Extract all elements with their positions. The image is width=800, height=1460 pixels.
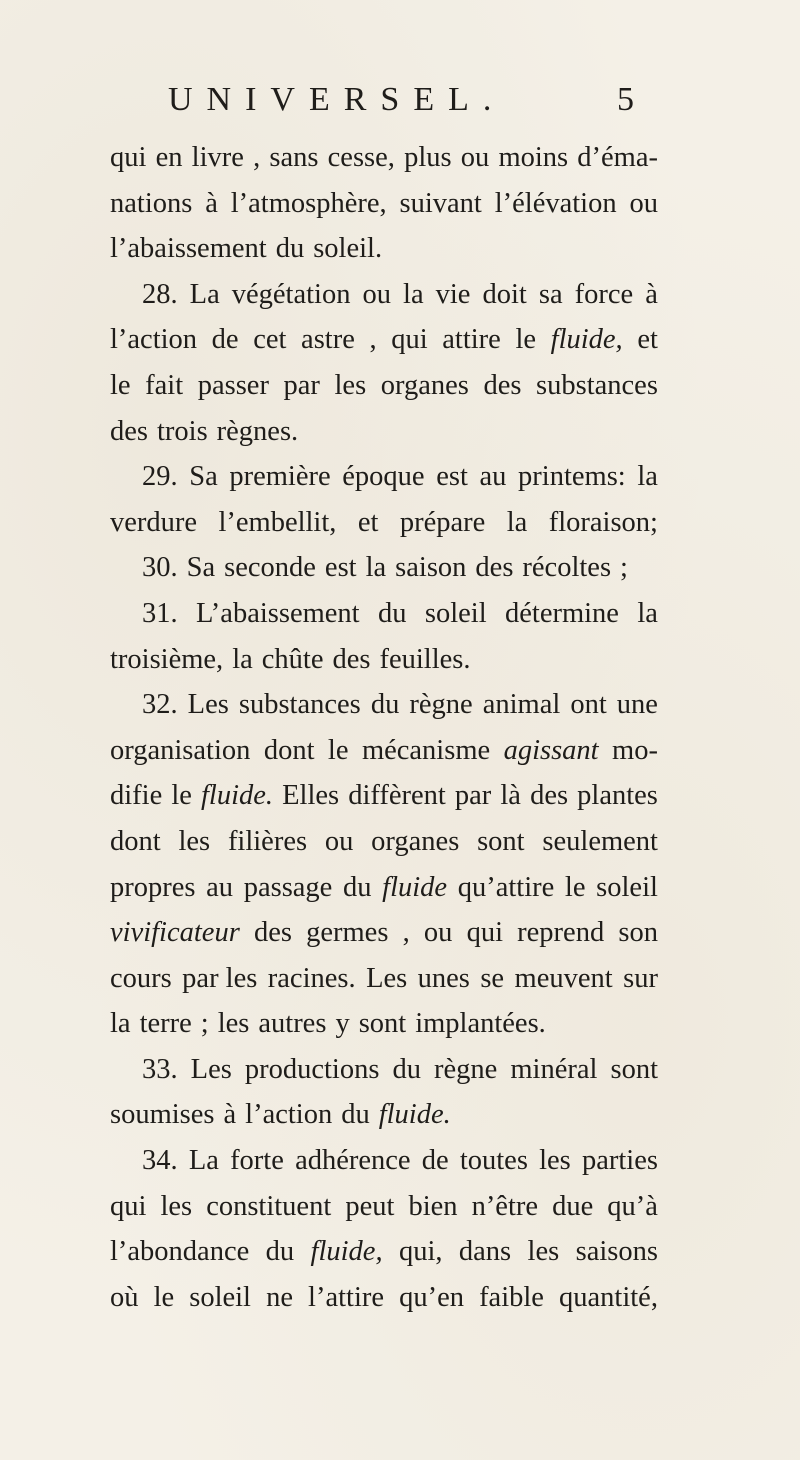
word: faible <box>479 1281 544 1313</box>
text-line <box>110 317 658 363</box>
word: substances <box>238 689 361 721</box>
word: organisation <box>110 734 251 766</box>
word: Les <box>187 689 229 721</box>
word: à <box>645 278 658 310</box>
body-text <box>110 135 658 1320</box>
word: la <box>637 461 658 493</box>
word: des <box>253 917 292 949</box>
text-line <box>110 773 658 819</box>
word: La <box>188 1145 219 1177</box>
word: attire <box>442 324 501 356</box>
word: difie <box>110 780 163 812</box>
word: quantité, <box>559 1281 658 1313</box>
word: organes <box>371 825 460 857</box>
word: trois <box>157 415 208 447</box>
text-line <box>110 637 658 683</box>
word: sur <box>623 962 658 994</box>
word: Les <box>190 1053 232 1085</box>
word: 34. <box>142 1145 178 1177</box>
emphasized-word: fluide, <box>310 1236 383 1268</box>
emphasized-word: agissant <box>503 734 599 766</box>
word: passer <box>197 369 269 401</box>
word: saisons <box>575 1236 658 1268</box>
word: seulement <box>542 825 658 857</box>
word: une <box>616 689 658 721</box>
word: soleil. <box>313 233 383 265</box>
word: l’attire <box>308 1281 385 1313</box>
word: L’abaissement <box>196 597 360 629</box>
word: racines. <box>267 962 356 994</box>
word: Sa <box>186 552 216 584</box>
word: n’être <box>471 1190 539 1222</box>
word: ; <box>200 1008 209 1040</box>
word: du <box>343 871 372 903</box>
word: autres <box>258 1008 327 1040</box>
word: où <box>110 1281 139 1313</box>
word: du <box>275 233 305 265</box>
word: la <box>506 506 528 538</box>
word: le <box>153 1281 175 1313</box>
word: d’éma- <box>577 142 658 173</box>
word: moins <box>498 142 569 173</box>
word: règnes. <box>216 415 299 447</box>
word: du <box>370 689 400 721</box>
text-line <box>110 956 658 1002</box>
text-line <box>110 728 658 774</box>
word: la <box>110 1008 131 1040</box>
word: les <box>160 1190 193 1222</box>
word: des <box>475 552 514 584</box>
word: en <box>155 142 183 173</box>
word: propres <box>110 871 196 903</box>
word: chûte <box>261 643 324 675</box>
word: l’abondance <box>110 1236 250 1268</box>
word: 33. <box>142 1053 178 1085</box>
word: feuilles. <box>379 643 471 675</box>
word: Elles <box>282 780 340 812</box>
word: l’embellit, <box>218 506 337 538</box>
word: le <box>327 734 349 766</box>
emphasized-word: fluide. <box>201 780 274 812</box>
word: cesse, <box>327 142 395 173</box>
word: est <box>324 552 357 584</box>
text-line <box>110 409 658 455</box>
word: constituent <box>206 1190 332 1222</box>
word: mo- <box>612 734 658 766</box>
word: l’abaissement <box>110 233 267 265</box>
word: ou <box>362 278 391 310</box>
word: , <box>369 324 377 356</box>
word: floraison; <box>548 506 658 538</box>
word: minéral <box>510 1053 598 1085</box>
word: fait <box>145 369 184 401</box>
text-line <box>110 910 658 956</box>
word: des <box>530 780 569 812</box>
word: saison <box>395 552 467 584</box>
word: détermine <box>505 597 619 629</box>
word: dont <box>263 734 315 766</box>
word: ne <box>266 1281 293 1313</box>
word: 30. <box>142 552 178 584</box>
word: la <box>403 278 424 310</box>
word: substances <box>536 369 658 401</box>
word: doit <box>482 278 527 310</box>
word: mécanisme <box>361 734 491 766</box>
word: ; <box>620 552 628 584</box>
word: là <box>500 780 521 812</box>
word: époque <box>342 461 425 493</box>
word: , <box>253 142 261 173</box>
text-line <box>110 500 658 546</box>
word: soumises <box>110 1099 215 1131</box>
word: 28. <box>142 278 178 310</box>
word: forte <box>230 1145 284 1177</box>
text-line <box>110 181 658 227</box>
word: livre <box>191 142 244 173</box>
word: soleil <box>424 597 487 629</box>
text-line <box>110 545 658 591</box>
word: qu’en <box>399 1281 464 1313</box>
word: Les <box>366 962 408 994</box>
word: animal <box>482 689 561 721</box>
text-line <box>110 454 658 500</box>
text-line <box>110 1001 658 1047</box>
word: productions <box>244 1053 380 1085</box>
word: l’action <box>245 1099 333 1131</box>
word: les <box>527 1236 560 1268</box>
word: seconde <box>224 552 316 584</box>
text-line <box>110 1229 658 1275</box>
word: première <box>229 461 331 493</box>
text-line <box>110 1138 658 1184</box>
word: de <box>211 324 239 356</box>
word: parties <box>581 1145 658 1177</box>
emphasized-word: fluide, <box>550 324 623 356</box>
word: le <box>515 324 537 356</box>
word: 29. <box>142 461 178 493</box>
word: , <box>402 917 410 949</box>
word: au <box>479 461 507 493</box>
word: adhérence <box>295 1145 411 1177</box>
word: se <box>480 962 505 994</box>
text-line <box>110 819 658 865</box>
word: la <box>232 643 253 675</box>
word: prépare <box>399 506 486 538</box>
text-line <box>110 1047 658 1093</box>
word: passage <box>243 871 333 903</box>
word: verdure <box>110 506 198 538</box>
word: végétation <box>231 278 351 310</box>
word: du <box>392 1053 421 1085</box>
word: unes <box>417 962 470 994</box>
word: dans <box>458 1236 512 1268</box>
word: qui <box>110 1190 147 1222</box>
word: qu’attire <box>457 871 555 903</box>
word: cet <box>253 324 287 356</box>
word: plantes <box>577 780 658 812</box>
word: l’atmosphère, <box>230 187 387 219</box>
word: sont <box>358 1008 407 1040</box>
word: la <box>365 552 387 584</box>
word: sans <box>269 142 319 173</box>
word: et <box>357 506 379 538</box>
word: du <box>341 1099 370 1131</box>
word: règne <box>434 1053 498 1085</box>
word: qui <box>391 324 428 356</box>
word: organes <box>380 369 469 401</box>
word: suivant <box>399 187 482 219</box>
word: ou <box>460 142 490 173</box>
word: récoltes <box>522 552 612 584</box>
word: les <box>539 1145 571 1177</box>
word: par les <box>182 962 258 994</box>
word: nations <box>110 187 193 219</box>
page-header <box>0 78 800 122</box>
word: les <box>217 1008 250 1040</box>
word: du <box>265 1236 295 1268</box>
word: à <box>205 187 218 219</box>
text-line <box>110 1092 658 1138</box>
word: soleil <box>596 871 658 903</box>
word: germes <box>306 917 389 949</box>
word: ont <box>570 689 607 721</box>
word: des <box>110 415 148 447</box>
word: filières <box>227 825 308 857</box>
emphasized-word: fluide. <box>378 1099 451 1131</box>
emphasized-word: vivificateur <box>110 917 240 949</box>
word: par <box>283 369 320 401</box>
running-title: UNIVERSEL. <box>168 81 506 118</box>
word: qu’à <box>607 1190 658 1222</box>
word: qui <box>466 917 503 949</box>
word: meuvent <box>514 962 613 994</box>
text-line <box>110 1275 658 1321</box>
word: au <box>206 871 234 903</box>
emphasized-word: fluide <box>382 871 448 903</box>
word: cours <box>110 962 172 994</box>
word: peut <box>345 1190 395 1222</box>
text-line <box>110 1184 658 1230</box>
text-line <box>110 226 658 272</box>
word: force <box>574 278 634 310</box>
text-line <box>110 363 658 409</box>
word: ou <box>629 187 658 219</box>
text-line <box>110 272 658 318</box>
word: du <box>377 597 407 629</box>
word: qui, <box>398 1236 443 1268</box>
word: l’élévation <box>494 187 617 219</box>
word: 32. <box>142 689 178 721</box>
word: par <box>454 780 492 812</box>
word: sont <box>477 825 525 857</box>
word: y <box>335 1008 350 1040</box>
word: astre <box>301 324 355 356</box>
text-line <box>110 135 658 181</box>
word: de <box>421 1145 449 1177</box>
word: implantées. <box>415 1008 546 1040</box>
word: son <box>618 917 658 949</box>
word: le <box>564 871 586 903</box>
word: et <box>637 324 658 356</box>
word: qui <box>110 142 147 173</box>
word: la <box>637 597 658 629</box>
text-line <box>110 591 658 637</box>
word: des <box>332 643 371 675</box>
word: ou <box>423 917 453 949</box>
word: toutes <box>459 1145 528 1177</box>
text-line <box>110 865 658 911</box>
word: les <box>178 825 211 857</box>
word: due <box>552 1190 594 1222</box>
word: plus <box>404 142 452 173</box>
word: des <box>483 369 522 401</box>
word: bien <box>408 1190 458 1222</box>
word: à <box>223 1099 237 1131</box>
word: le <box>110 369 131 401</box>
word: vie <box>435 278 471 310</box>
word: troisième, <box>110 643 224 675</box>
word: printems: <box>518 461 626 493</box>
text-line <box>110 682 658 728</box>
word: ou <box>324 825 354 857</box>
word: La <box>189 278 220 310</box>
word: 31. <box>142 597 178 629</box>
word: dont <box>110 825 161 857</box>
word: le <box>171 780 192 812</box>
word: diffèrent <box>348 780 446 812</box>
word: terre <box>139 1008 192 1040</box>
word: reprend <box>517 917 605 949</box>
word: règne <box>409 689 473 721</box>
word: sont <box>610 1053 658 1085</box>
word: sa <box>538 278 563 310</box>
word: les <box>334 369 367 401</box>
page-number: 5 <box>617 81 634 118</box>
word: Sa <box>189 461 218 493</box>
word: soleil <box>189 1281 251 1313</box>
word: l’action <box>110 324 198 356</box>
word: est <box>436 461 468 493</box>
